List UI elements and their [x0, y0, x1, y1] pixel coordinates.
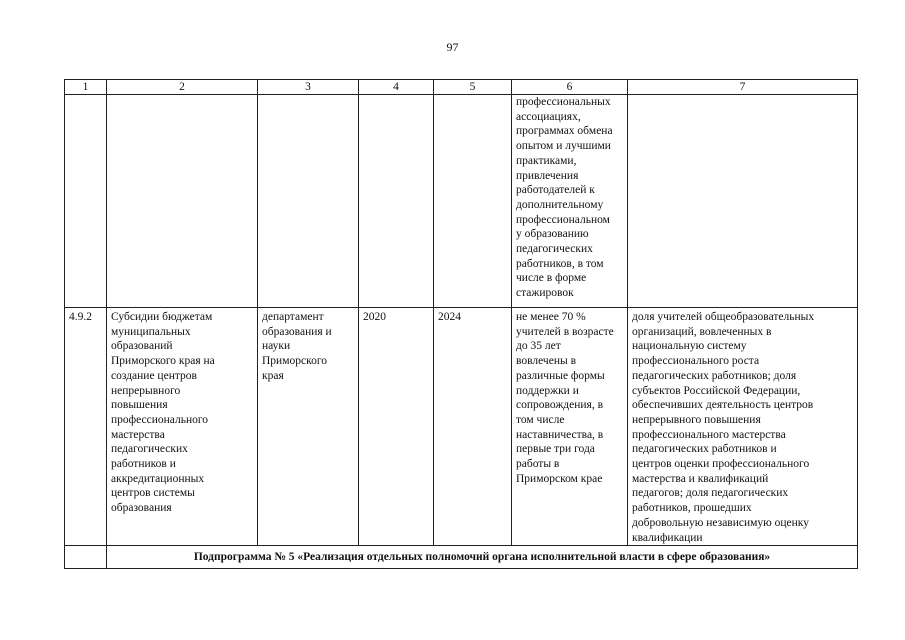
row-number-cell: 4.9.2: [65, 308, 107, 546]
end-year-cell: 2024: [434, 308, 512, 546]
empty-cell: [434, 95, 512, 308]
column-header: 2: [107, 80, 258, 95]
column-header: 3: [258, 80, 359, 95]
page-number: 97: [446, 40, 459, 54]
empty-cell: [65, 546, 107, 569]
result-cell: не менее 70 % учителей в возрасте до 35 лет вовлечены в различные формы поддержки и сопровождения, в том числе наставничества, в первые три года работы в Приморском крае: [512, 308, 628, 546]
column-header: 1: [65, 80, 107, 95]
column-header: 4: [359, 80, 434, 95]
table-row-continuation: [65, 95, 858, 308]
column-header: 5: [434, 80, 512, 95]
column-header: 6: [512, 80, 628, 95]
table-row-4-9-2: [65, 308, 858, 546]
program-table: [64, 79, 858, 569]
subprogram-title: Подпрограмма № 5 «Реализация отдельных полномочий органа исполнительной власти в сфере образования»: [107, 546, 858, 569]
indicators-cell: доля учителей общеобразовательных организаций, вовлеченных в национальную систему профессионального роста педагогических работников; доля субъектов Российской Федерации, обеспечивших деятельность центров непрерывного повышения профессионального мастерства педагогических работников и центров оценки профессионального мастерства и квалификаций педагогов; доля педагогических работников, прошедших добровольную независимую оценку квалификации: [628, 308, 858, 546]
start-year-cell: 2020: [359, 308, 434, 546]
activity-name-cell: Субсидии бюджетам муниципальных образований Приморского края на создание центров непрерывного повышения профессионального мастерства педагогических работников и аккредитационных центров системы образования: [107, 308, 258, 546]
empty-cell: [107, 95, 258, 308]
empty-cell: [65, 95, 107, 308]
empty-cell: [258, 95, 359, 308]
empty-cell: [628, 95, 858, 308]
table-row-subprogram: [65, 546, 858, 569]
column-header-row: [65, 80, 858, 95]
empty-cell: [359, 95, 434, 308]
result-cell-continued: профессиональных ассоциациях, программах обмена опытом и лучшими практиками, привлечения работодателей к дополнительному профессиональном у образованию педагогических работников, в том числе в форме стажировок: [512, 95, 628, 308]
executor-cell: департамент образования и науки Приморского края: [258, 308, 359, 546]
column-header: 7: [628, 80, 858, 95]
